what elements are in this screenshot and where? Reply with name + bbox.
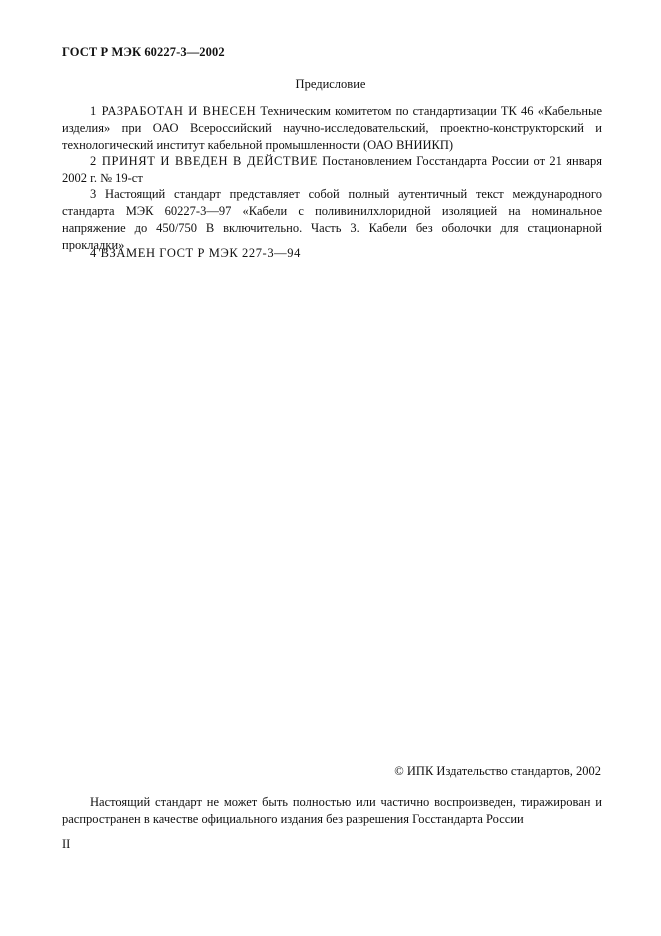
copyright-line: © ИПК Издательство стандартов, 2002 (394, 764, 601, 778)
paragraph-3-lead: 3 (90, 187, 97, 201)
reproduction-notice: Настоящий стандарт не может быть полностью или частично воспроизведен, тиражирован и распространен в качестве официального издания без разрешения Госстандарта России (62, 795, 602, 826)
paragraph-3-text: Настоящий стандарт представляет собой полный аутентичный текст международного стандарта МЭК 60227-3—97 «Кабели с поливинилхлоридной изоляцией на номинальное напряжение до 450/750 В включительно. Часть 3. Кабели без оболочки для стационарной прокладки» (62, 187, 602, 252)
foreword-paragraph-1 (62, 103, 602, 154)
paragraph-2-lead: 2 ПРИНЯТ И ВВЕДЕН В ДЕЙСТВИЕ (90, 154, 318, 168)
paragraph-2-text: Постановлением Госстандарта России от 21 января 2002 г. № 19-ст (62, 154, 602, 185)
document-code-header: ГОСТ Р МЭК 60227-3—2002 (62, 45, 225, 59)
page-number: II (62, 837, 71, 851)
foreword-paragraph-3 (62, 186, 602, 254)
paragraph-1-lead: 1 РАЗРАБОТАН И ВНЕСЕН (90, 104, 257, 118)
section-title-foreword: Предисловие (295, 77, 366, 91)
foreword-paragraph-4 (62, 245, 602, 262)
paragraph-1-text: Техническим комитетом по стандартизации ТК 46 «Кабельные изделия» при ОАО Всероссийский научно-исследовательский, проектно-конструкторский и технологический институт кабельной промышленности (ОАО ВНИИКП) (62, 104, 603, 152)
foreword-paragraph-2 (62, 153, 602, 187)
paragraph-4-lead: 4 ВЗАМЕН ГОСТ Р МЭК 227-3—94 (90, 246, 301, 260)
